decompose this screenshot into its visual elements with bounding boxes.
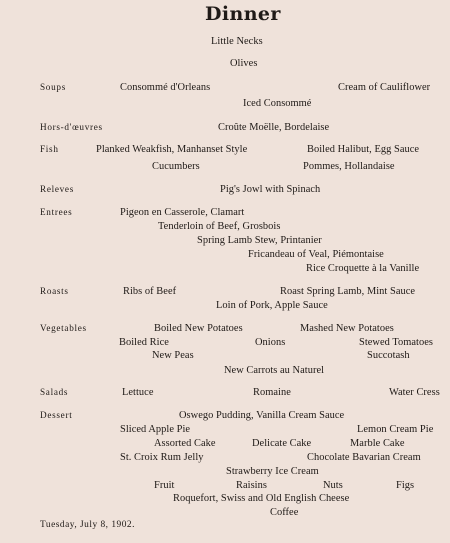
cheeses: Roquefort, Swiss and Old English Cheese (173, 493, 350, 504)
planked-weakfish: Planked Weakfish, Manhanset Style (96, 144, 248, 155)
cucumbers: Cucumbers (152, 161, 200, 172)
menu-date: Tuesday, July 8, 1902. (40, 520, 135, 530)
section-releves: Releves (40, 184, 74, 194)
pommes-hollandaise: Pommes, Hollandaise (303, 161, 395, 172)
sliced-apple-pie: Sliced Apple Pie (120, 424, 191, 435)
water-cress: Water Cress (389, 387, 440, 398)
iced-consomme: Iced Consommé (243, 98, 312, 109)
section-dessert: Dessert (40, 410, 73, 420)
section-soups: Soups (40, 82, 66, 92)
mashed-new-potatoes: Mashed New Potatoes (300, 323, 394, 334)
stewed-tomatoes: Stewed Tomatoes (359, 337, 433, 348)
fruit: Fruit (154, 480, 175, 491)
section-hors-d-oeuvres: Hors-d'œuvres (40, 122, 103, 132)
onions: Onions (255, 337, 286, 348)
oswego-pudding: Oswego Pudding, Vanilla Cream Sauce (179, 410, 345, 421)
cream-cauliflower: Cream of Cauliflower (338, 82, 431, 93)
boiled-rice: Boiled Rice (119, 337, 169, 348)
new-peas: New Peas (152, 350, 194, 361)
romaine: Romaine (253, 387, 291, 398)
spring-lamb-stew: Spring Lamb Stew, Printanier (197, 235, 322, 246)
raisins: Raisins (236, 480, 267, 491)
rice-croquette: Rice Croquette à la Vanille (306, 263, 420, 274)
pigeon-en-casserole: Pigeon en Casserole, Clamart (120, 207, 245, 218)
ribs-of-beef: Ribs of Beef (123, 286, 177, 297)
pigs-jowl: Pig's Jowl with Spinach (220, 184, 321, 195)
section-roasts: Roasts (40, 286, 69, 296)
marble-cake: Marble Cake (350, 438, 405, 449)
fricandeau-of-veal: Fricandeau of Veal, Piémontaise (248, 249, 384, 260)
consomme-orleans: Consommé d'Orleans (120, 82, 211, 93)
roast-spring-lamb: Roast Spring Lamb, Mint Sauce (280, 286, 416, 297)
st-croix-rum-jelly: St. Croix Rum Jelly (120, 452, 204, 463)
section-vegetables: Vegetables (40, 323, 87, 333)
little-necks: Little Necks (211, 36, 263, 47)
menu-title: Dinner (205, 3, 281, 25)
nuts: Nuts (323, 480, 343, 491)
section-salads: Salads (40, 387, 69, 397)
succotash: Succotash (367, 350, 410, 361)
section-entrees: Entrees (40, 207, 73, 217)
delicate-cake: Delicate Cake (252, 438, 312, 449)
boiled-halibut: Boiled Halibut, Egg Sauce (307, 144, 420, 155)
loin-of-pork: Loin of Pork, Apple Sauce (216, 300, 328, 311)
section-fish: Fish (40, 144, 59, 154)
croute-moelle: Croûte Moëlle, Bordelaise (218, 122, 330, 133)
tenderloin-of-beef: Tenderloin of Beef, Grosbois (158, 221, 281, 232)
strawberry-ice-cream: Strawberry Ice Cream (226, 466, 319, 477)
new-carrots: New Carrots au Naturel (224, 365, 325, 376)
figs: Figs (396, 480, 415, 491)
lettuce: Lettuce (122, 387, 154, 398)
lemon-cream-pie: Lemon Cream Pie (357, 424, 434, 435)
boiled-new-potatoes: Boiled New Potatoes (154, 323, 243, 334)
olives: Olives (230, 58, 258, 69)
chocolate-bavarian-cream: Chocolate Bavarian Cream (307, 452, 421, 463)
coffee: Coffee (270, 507, 299, 518)
assorted-cake: Assorted Cake (154, 438, 216, 449)
